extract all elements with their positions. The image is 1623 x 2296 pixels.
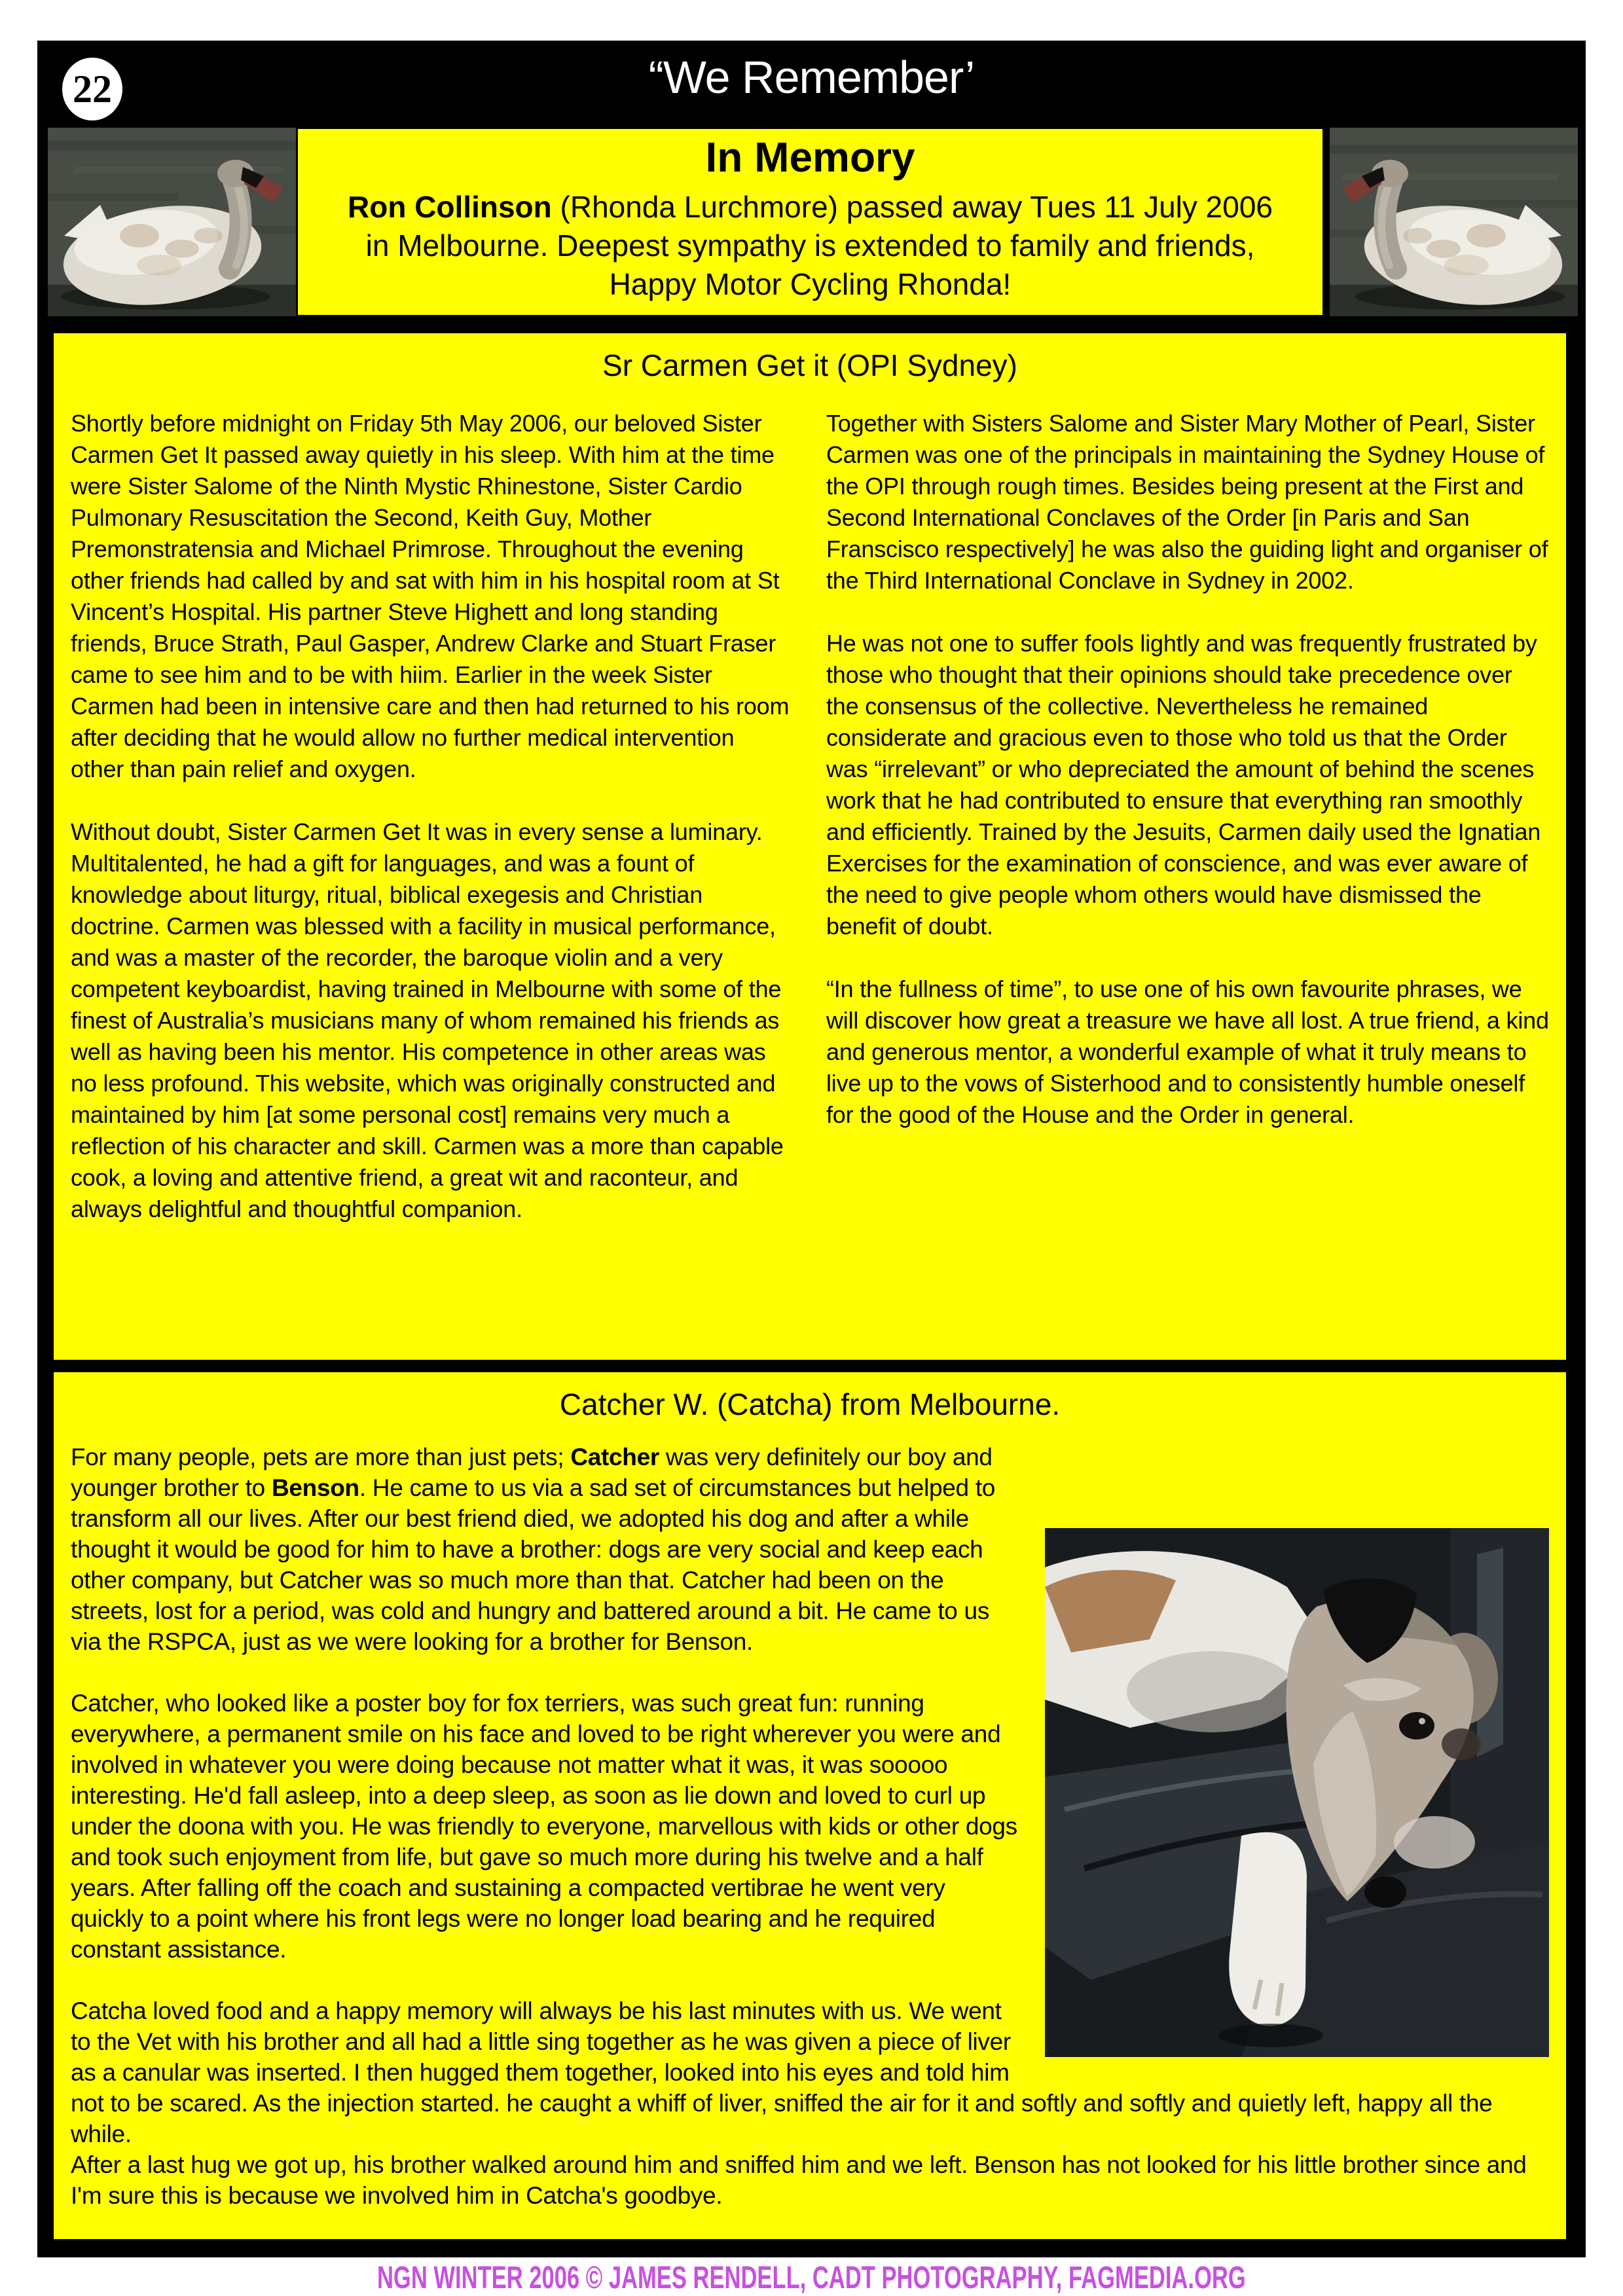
catcher-paragraph-4: After a last hug we got up, his brother walked around him and sniffed him and we left. Benson has not looked for his little brother since and I'm sure this is because we involved him in Catcha's goodbye. (71, 2151, 1527, 2209)
dog-photo (1045, 1528, 1549, 2057)
in-memory-title: In Memory (705, 134, 915, 181)
catcher-article-title: Catcher W. (Catcha) from Melbourne. (559, 1387, 1061, 1421)
carmen-article-panel (51, 331, 1569, 1362)
swan-icon-mirrored (1324, 128, 1583, 316)
swan-photo-left (48, 128, 296, 316)
catcher-name-bold: Catcher (570, 1444, 659, 1470)
catcher-paragraph-3: Catcha loved food and a happy memory will always be his last minutes with us. We went to the Vet with his brother and all had a little sing together as he was given a piece of liver as a canular was inserted. I then hugged them together, looked into his eyes and told him not to be scared. As the injection started. he caught a whiff of liver, sniffed the air for it and softly and softly and quietly left, happy all the while. (71, 1997, 1493, 2147)
page-title: “We Remember’ (648, 52, 975, 103)
carmen-column-right (826, 408, 1549, 1225)
footer-credit (0, 2260, 1623, 2296)
carmen-paragraph: “In the fullness of time”, to use one of his own favourite phrases, we will discover how great a treasure we have all lost. A true friend, a kind and generous mentor, a wonderful example of what it truly means to live up to the vows of Sisterhood and to consistently humble oneself for the good of the House and the Order in general. (826, 975, 1549, 1128)
carmen-paragraph: He was not one to suffer fools lightly and was frequently frustrated by those who thought that their opinions should take precedence over the consensus of the collective. Nevertheless he remained considerate and gracious even to those who told us that the Order was “irrelevant” or who depreciated the amount of behind the scenes work that he had contributed to ensure that everything ran smoothly and efficiently. Trained by the Jesuits, Carmen daily used the Ignatian Exercises for the examination of conscience, and was ever aware of the need to give people whom others would have dismissed the benefit of doubt. (826, 630, 1541, 939)
page-number: 22 (73, 67, 112, 111)
catcher-article-body (54, 1422, 1566, 2211)
carmen-column-left (71, 408, 793, 1225)
carmen-paragraph: Together with Sisters Salome and Sister Mary Mother of Pearl, Sister Carmen was one of the principals in maintaining the Sydney House of the OPI through rough times. Besides being present at the First and Second International Conclaves of the Order [in Paris and San Franscisco respectively] he was also the guiding light and organiser of the Third International Conclave in Sydney in 2002. (826, 410, 1548, 594)
swan-icon (48, 128, 296, 316)
catcher-paragraph-1: For many people, pets are more than just pets; Catcher was very definitely our boy and younger brother to Benson. He came to us via a sad set of circumstances but helped to transform all our lives. After our best friend died, we adopted his dog and after a while thought it would be good for him to have a brother: dogs are very social and keep each other company, but Catcher was so much more than that. Catcher had been on the streets, lost for a period, was cold and hungry and battered around a bit. He came to us via the RSPCA, just as we were looking for a brother for Benson. (71, 1444, 996, 1655)
swan-photo-right (1324, 128, 1583, 316)
catcher-paragraph-2: Catcher, who looked like a poster boy for fox terriers, was such great fun: running everywhere, a permanent smile on his face and loved to be right wherever you were and involved in whatever you were doing because not matter what it was, it was sooooo interesting. He'd fall asleep, into a deep sleep, as soon as lie down and loved to curl up under the doona with you. He was friendly to everyone, marvellous with kids or other dogs and took such enjoyment from life, but gave so much more during his twelve and a half years. After falling off the coach and sustaining a compacted vertibrae he went very quickly to a point where his front legs were no longer load bearing and he required constant assistance. (71, 1690, 1017, 1963)
page-background (37, 41, 1586, 2257)
carmen-article-columns (54, 383, 1566, 1225)
deceased-name: Ron Collinson (348, 190, 552, 224)
catcher-article-panel (51, 1370, 1569, 2242)
footer-credit-text: NGN WINTER 2006 © JAMES RENDELL, CADT PHOTOGRAPHY, FAGMEDIA.ORG (377, 2261, 1246, 2295)
in-memory-line-1: Ron Collinson (Rhonda Lurchmore) passed away Tues 11 July 2006 (348, 190, 1273, 224)
in-memory-panel (298, 129, 1322, 315)
carmen-article-title: Sr Carmen Get it (OPI Sydney) (602, 348, 1017, 382)
benson-name-bold: Benson (271, 1474, 359, 1501)
in-memory-line-3: Happy Motor Cycling Rhonda! (609, 267, 1012, 301)
carmen-paragraph: Shortly before midnight on Friday 5th May 2006, our beloved Sister Carmen Get It passed away quietly in his sleep. With him at the time were Sister Salome of the Ninth Mystic Rhinestone, Sister Cardio Pulmonary Resuscitation the Second, Keith Guy, Mother Premonstratensia and Michael Primrose. Throughout the evening other friends had called by and sat with him in his hospital room at St Vincent’s Hospital. His partner Steve Highett and long standing friends, Bruce Strath, Paul Gasper, Andrew Clarke and Stuart Fraser came to see him and to be with hiim. Earlier in the week Sister Carmen had been in intensive care and then had returned to his room after deciding that he would allow no further medical intervention other than pain relief and oxygen. (71, 410, 790, 782)
in-memory-strip (48, 128, 1583, 316)
dog-on-couch-icon (1045, 1528, 1549, 2057)
carmen-paragraph: Without doubt, Sister Carmen Get It was in every sense a luminary. Multitalented, he had a gift for languages, and was a fount of knowledge about liturgy, ritual, biblical exegesis and Christian doctrine. Carmen was blessed with a facility in musical performance, and was a master of the recorder, the baroque violin and a very competent keyboardist, having trained in Melbourne with some of the finest of Australia’s musicians many of whom remained his friends as well as having been his mentor. His competence in other areas was no less profound. This website, which was originally constructed and maintained by him [at some personal cost] remains very much a reflection of his character and skill. Carmen was a more than capable cook, a loving and attentive friend, a great wit and raconteur, and always delightful and thoughtful companion. (71, 818, 784, 1222)
in-memory-line-2: in Melbourne. Deepest sympathy is extended to family and friends, (365, 228, 1255, 263)
